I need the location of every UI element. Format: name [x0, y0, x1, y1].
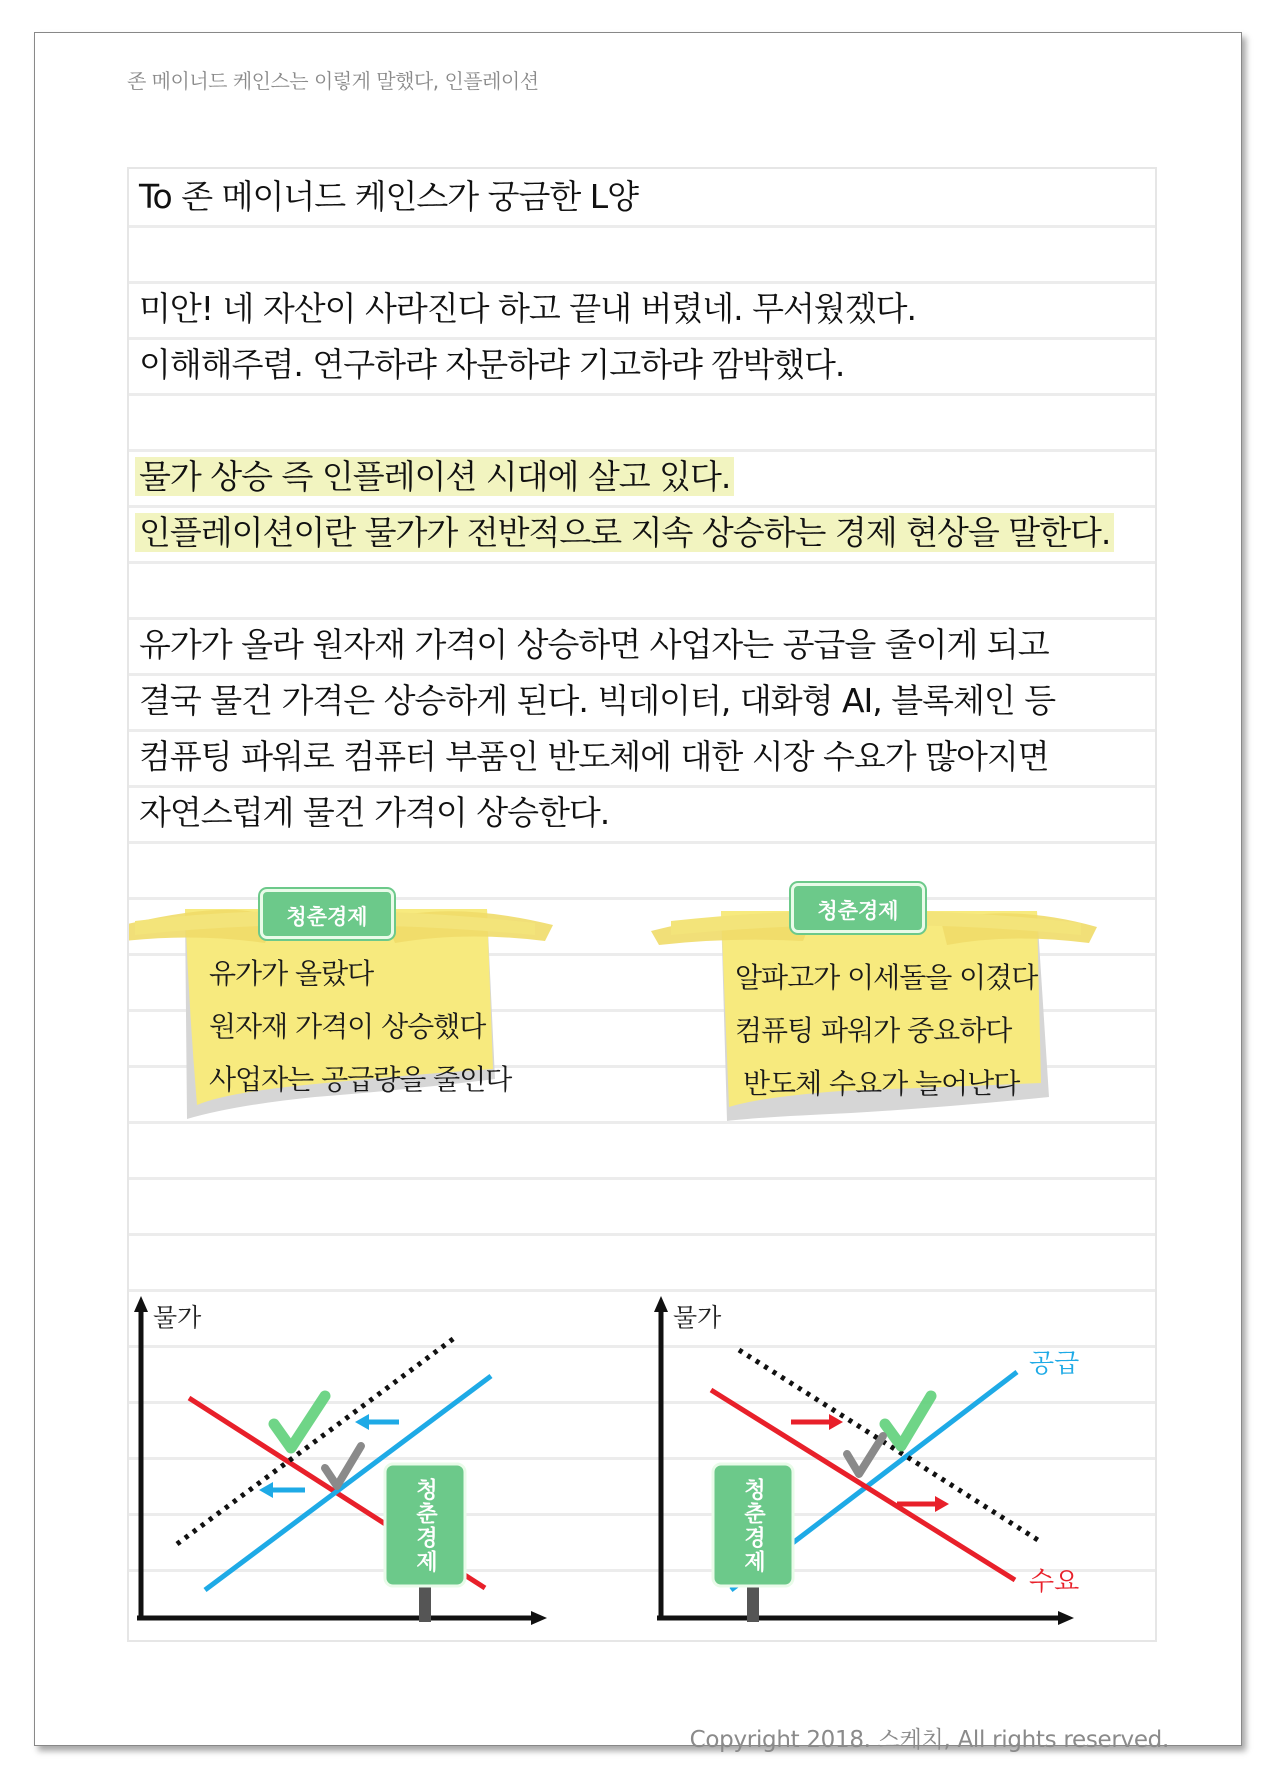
letter-line: 자연스럽게 물건 가격이 상승한다.	[139, 793, 610, 832]
ruled-line	[129, 561, 1155, 564]
supply-shift-chart	[129, 1296, 569, 1641]
note-line: 컴퓨팅 파워가 중요하다	[735, 1014, 1012, 1047]
y-axis-label: 물가	[153, 1303, 202, 1332]
sign-post	[713, 1464, 793, 1622]
letter-line: 이해해주렴. 연구하랴 자문하랴 기고하랴 깜박했다.	[139, 345, 845, 384]
letter-line: 유가가 올라 원자재 가격이 상승하면 사업자는 공급을 줄이게 되고	[139, 625, 1049, 664]
tag-label: 청춘경제	[817, 899, 899, 923]
y-axis-arrowhead	[134, 1296, 148, 1312]
letter-line: 컴퓨팅 파워로 컴퓨터 부품인 반도체에 대한 시장 수요가 많아지면	[139, 737, 1049, 776]
supply-label: 공급	[1029, 1349, 1080, 1379]
left-arrow-icon	[355, 1414, 399, 1430]
letter-line: 결국 물건 가격은 상승하게 된다. 빅데이터, 대화형 AI, 블록체인 등	[139, 681, 1056, 720]
x-axis-arrowhead	[1058, 1611, 1074, 1625]
left-arrow-icon	[259, 1482, 305, 1498]
sign-text: 청춘경제	[412, 1478, 438, 1574]
y-axis-label: 물가	[673, 1303, 722, 1332]
letter-line: 미안! 네 자산이 사라진다 하고 끝내 버렸네. 무서웠겠다.	[139, 289, 916, 328]
demand-shift-chart	[649, 1296, 1119, 1641]
ruled-line	[129, 841, 1155, 844]
y-axis-arrowhead	[654, 1296, 668, 1312]
sticky-note-right	[651, 877, 1101, 1127]
sign-text: 청춘경제	[740, 1478, 766, 1574]
ruled-line	[129, 225, 1155, 228]
demand-label: 수요	[1029, 1567, 1080, 1597]
note-line: 반도체 수요가 늘어난다	[743, 1067, 1020, 1100]
ruled-line	[129, 1233, 1155, 1236]
sticky-note-left	[127, 879, 555, 1129]
green-check-icon	[274, 1396, 325, 1448]
note-line: 원자재 가격이 상승했다	[209, 1010, 486, 1043]
note-line: 유가가 올랐다	[209, 957, 374, 990]
green-check-icon	[885, 1396, 931, 1446]
highlighted-letter-line: 인플레이션이란 물가가 전반적으로 지속 상승하는 경제 현상을 말한다.	[135, 513, 1114, 552]
copyright-footer: Copyright 2018. 스케치, All rights reserved.	[689, 1727, 1169, 1753]
ruled-line	[129, 1289, 1155, 1292]
note-line: 알파고가 이세돌을 이겼다	[735, 961, 1038, 994]
lined-letter-sheet	[127, 167, 1157, 1642]
page-header: 존 메이너드 케인스는 이렇게 말했다, 인플레이션	[127, 69, 539, 93]
letter-greeting: To 존 메이너드 케인스가 궁금한 L양	[139, 177, 638, 216]
tag-label: 청춘경제	[286, 905, 368, 929]
ruled-line	[129, 1177, 1155, 1180]
ruled-line	[129, 393, 1155, 396]
page-frame	[34, 32, 1242, 1753]
gray-check-icon	[847, 1436, 883, 1474]
right-arrow-icon	[791, 1414, 843, 1430]
note-line: 사업자는 공급량을 줄인다	[209, 1063, 512, 1096]
sign-post	[385, 1464, 465, 1622]
x-axis-arrowhead	[531, 1611, 547, 1625]
highlighted-letter-line: 물가 상승 즉 인플레이션 시대에 살고 있다.	[135, 457, 734, 496]
